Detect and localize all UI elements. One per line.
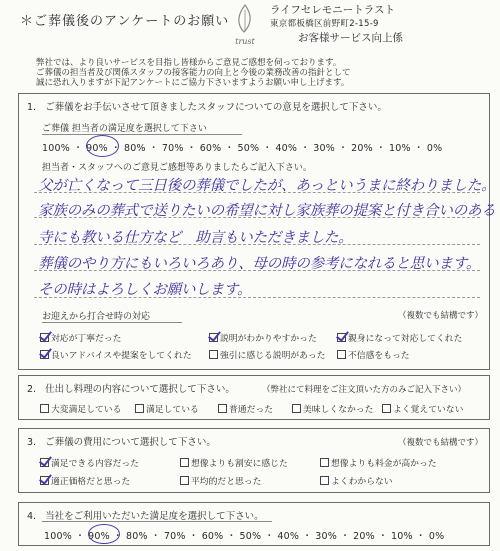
checkbox[interactable] — [218, 404, 227, 413]
checkbox[interactable] — [180, 458, 189, 467]
handwritten-comment-line: その時はよろしくお願いします。 — [38, 282, 252, 298]
checkbox[interactable] — [209, 350, 218, 359]
scale-option[interactable]: 100% — [44, 531, 72, 542]
logo-text: trust — [235, 37, 255, 46]
q1-number: 1. — [27, 102, 37, 113]
q3-number: 3. — [27, 437, 37, 448]
q3-note: （複数でも結構です） — [398, 438, 484, 448]
q3-title — [27, 434, 216, 448]
intro-line: 誠に恐れ入りますが下記アンケートにご協力下さいますようお願い申し上げます。 — [36, 78, 350, 88]
checkbox[interactable] — [320, 476, 329, 485]
scale-option[interactable]: 40% — [275, 143, 298, 154]
checkbox[interactable] — [292, 404, 301, 413]
scale-option[interactable]: 20% — [351, 143, 373, 154]
option-label: 大変満足している — [51, 405, 122, 415]
scale-option[interactable]: 40% — [277, 531, 300, 542]
option-label: 強引に感じる説明があった — [220, 351, 326, 361]
q1-satisfaction-label: ご葬儀 担当者の満足度を選択して下さい — [42, 124, 207, 134]
q1-pickup-label: お迎えから打合せ時の対応 — [42, 312, 151, 322]
q2-title-text: 仕出し料理の内容について選択して下さい。 — [45, 384, 235, 395]
scale-option[interactable]: 60% — [201, 531, 224, 542]
checkbox[interactable] — [320, 458, 329, 467]
checkbox[interactable] — [337, 333, 346, 342]
scale-option[interactable]: 20% — [353, 531, 375, 542]
q3-title-text: ご葬儀の費用について選択して下さい。 — [45, 437, 216, 448]
q3-option[interactable] — [320, 474, 393, 487]
option-label: 説明がわかりやすかった — [220, 334, 317, 344]
scale-option[interactable]: 60% — [199, 143, 222, 154]
scale-option[interactable]: 80% — [125, 531, 148, 542]
option-label: 満足している — [146, 405, 199, 415]
company-address: 東京都板橋区前野町2-15-9 — [270, 19, 379, 29]
scale-option[interactable]: 0% — [426, 143, 443, 154]
q1-selected-circle — [86, 135, 119, 157]
q1-title-text: ご葬儀をお手伝いさせて頂きましたスタッフについての意見を選択して下さい。 — [45, 102, 387, 113]
q2-option[interactable] — [135, 402, 199, 415]
handwritten-comment-line: 父が亡くなって三日後の葬儀でしたが、あっというまに終わりました。 — [38, 178, 496, 194]
company-logo — [226, 2, 264, 48]
intro-line: ご葬儀の担当者及び関係スタッフの接客能力の向上と今後の業務改善の指針として — [36, 68, 351, 78]
q1-option[interactable] — [40, 348, 192, 361]
option-label: 想像よりも割安に感じた — [191, 459, 288, 469]
q2-option[interactable] — [218, 402, 273, 415]
q4-number: 4. — [27, 511, 37, 522]
scale-option[interactable]: 90% — [86, 143, 108, 154]
checkbox[interactable] — [209, 333, 218, 342]
checkbox[interactable] — [180, 476, 189, 485]
option-label: よくわからない — [331, 477, 393, 487]
scale-option[interactable]: 30% — [313, 143, 335, 154]
intro-text — [36, 58, 351, 88]
handwritten-comment-line: 寺にも教いる仕方など 助言もいただきました。 — [38, 230, 353, 246]
q4-scale: 100% ・ 90% ・ 80% ・ 70% ・ 60% ・ 50% ・ 40% ・ 30% ・ 20% ・ 10% ・ 0% — [44, 531, 445, 542]
option-label: 普通だった — [229, 405, 273, 415]
scale-option[interactable]: 10% — [390, 531, 413, 542]
option-label: よく覚えていない — [393, 405, 464, 415]
q1-title — [27, 99, 387, 113]
q3-option[interactable] — [320, 456, 437, 469]
option-label: 平均的だと思った — [191, 477, 262, 487]
q1-option[interactable] — [40, 331, 121, 344]
option-label: 美味しくなかった — [303, 405, 374, 415]
checkbox[interactable] — [337, 350, 346, 359]
checkbox[interactable] — [40, 333, 49, 342]
option-label: 想像よりも料金が高かった — [331, 459, 437, 469]
q3-option[interactable] — [40, 474, 130, 487]
scale-option[interactable]: 30% — [315, 531, 337, 542]
option-label: 不信感をもった — [348, 351, 410, 361]
q3-option[interactable] — [40, 456, 139, 469]
option-label: 対応が丁寧だった — [51, 334, 122, 344]
q4-title — [27, 508, 264, 522]
q4-title-text: 当社をご利用いただいた満足度を選択して下さい。 — [45, 511, 264, 522]
company-block — [270, 3, 403, 45]
q1-option[interactable] — [337, 331, 462, 344]
scale-option[interactable]: 80% — [123, 143, 146, 154]
checkbox[interactable] — [40, 404, 49, 413]
q3-option[interactable] — [180, 474, 261, 487]
checkbox[interactable] — [40, 476, 49, 485]
scale-option[interactable]: 50% — [237, 143, 260, 154]
q2-note: （弊社にて料理をご注文頂いた方のみご記入下さい） — [262, 385, 467, 395]
handwritten-comment-line: 家族のみの葬式で送りたいの希望に対し家族葬の提案と付き合いのある — [38, 203, 496, 219]
checkbox[interactable] — [40, 458, 49, 467]
scale-option[interactable]: 0% — [428, 531, 445, 542]
q2-title — [27, 381, 235, 395]
checkbox[interactable] — [40, 350, 49, 359]
scale-option[interactable]: 70% — [161, 143, 184, 154]
q1-scale: 100% ・ 90% ・ 80% ・ 70% ・ 60% ・ 50% ・ 40% ・ 30% ・ 20% ・ 10% ・ 0% — [42, 143, 443, 154]
scale-option[interactable]: 10% — [388, 143, 411, 154]
q1-multi-note: （複数でも結構です） — [398, 311, 484, 321]
q4-selected-circle — [88, 524, 120, 544]
option-label: 適正価格だと思った — [51, 477, 131, 487]
q3-option[interactable] — [180, 456, 288, 469]
q2-option[interactable] — [40, 402, 121, 415]
scale-option[interactable]: 50% — [239, 531, 262, 542]
q2-number: 2. — [27, 384, 37, 395]
option-label: 満足できる内容だった — [51, 459, 139, 469]
scale-option[interactable]: 100% — [42, 143, 70, 154]
company-name: ライフセレモニートラスト — [270, 4, 395, 16]
intro-line: 弊社では、より良いサービスを目指し皆様からご意見ご感想を伺っております。 — [36, 58, 342, 68]
scale-option[interactable]: 70% — [163, 531, 186, 542]
option-label: 親身になって対応してくれた — [348, 334, 463, 344]
handwritten-comment-line: 葬儀のやり方にもいろいろあり、母の時の参考になれると思います。 — [38, 256, 481, 272]
checkbox[interactable] — [382, 404, 391, 413]
scale-option[interactable]: 90% — [88, 531, 110, 542]
department: お客様サービス向上係 — [298, 32, 403, 44]
q1-option[interactable] — [209, 348, 325, 361]
checkbox[interactable] — [135, 404, 144, 413]
q2-option[interactable] — [382, 402, 463, 415]
q2-option[interactable] — [292, 402, 373, 415]
page-title: ＊ご葬儀後のアンケートのお願い — [20, 14, 230, 29]
q1-option[interactable] — [209, 331, 317, 344]
option-label: 良いアドバイスや提案をしてくれた — [51, 351, 192, 361]
q1-option[interactable] — [337, 348, 410, 361]
q1-comment-label: 担当者・スタッフへのご意見ご感想等ありましたらご記入下さい。 — [42, 163, 312, 173]
